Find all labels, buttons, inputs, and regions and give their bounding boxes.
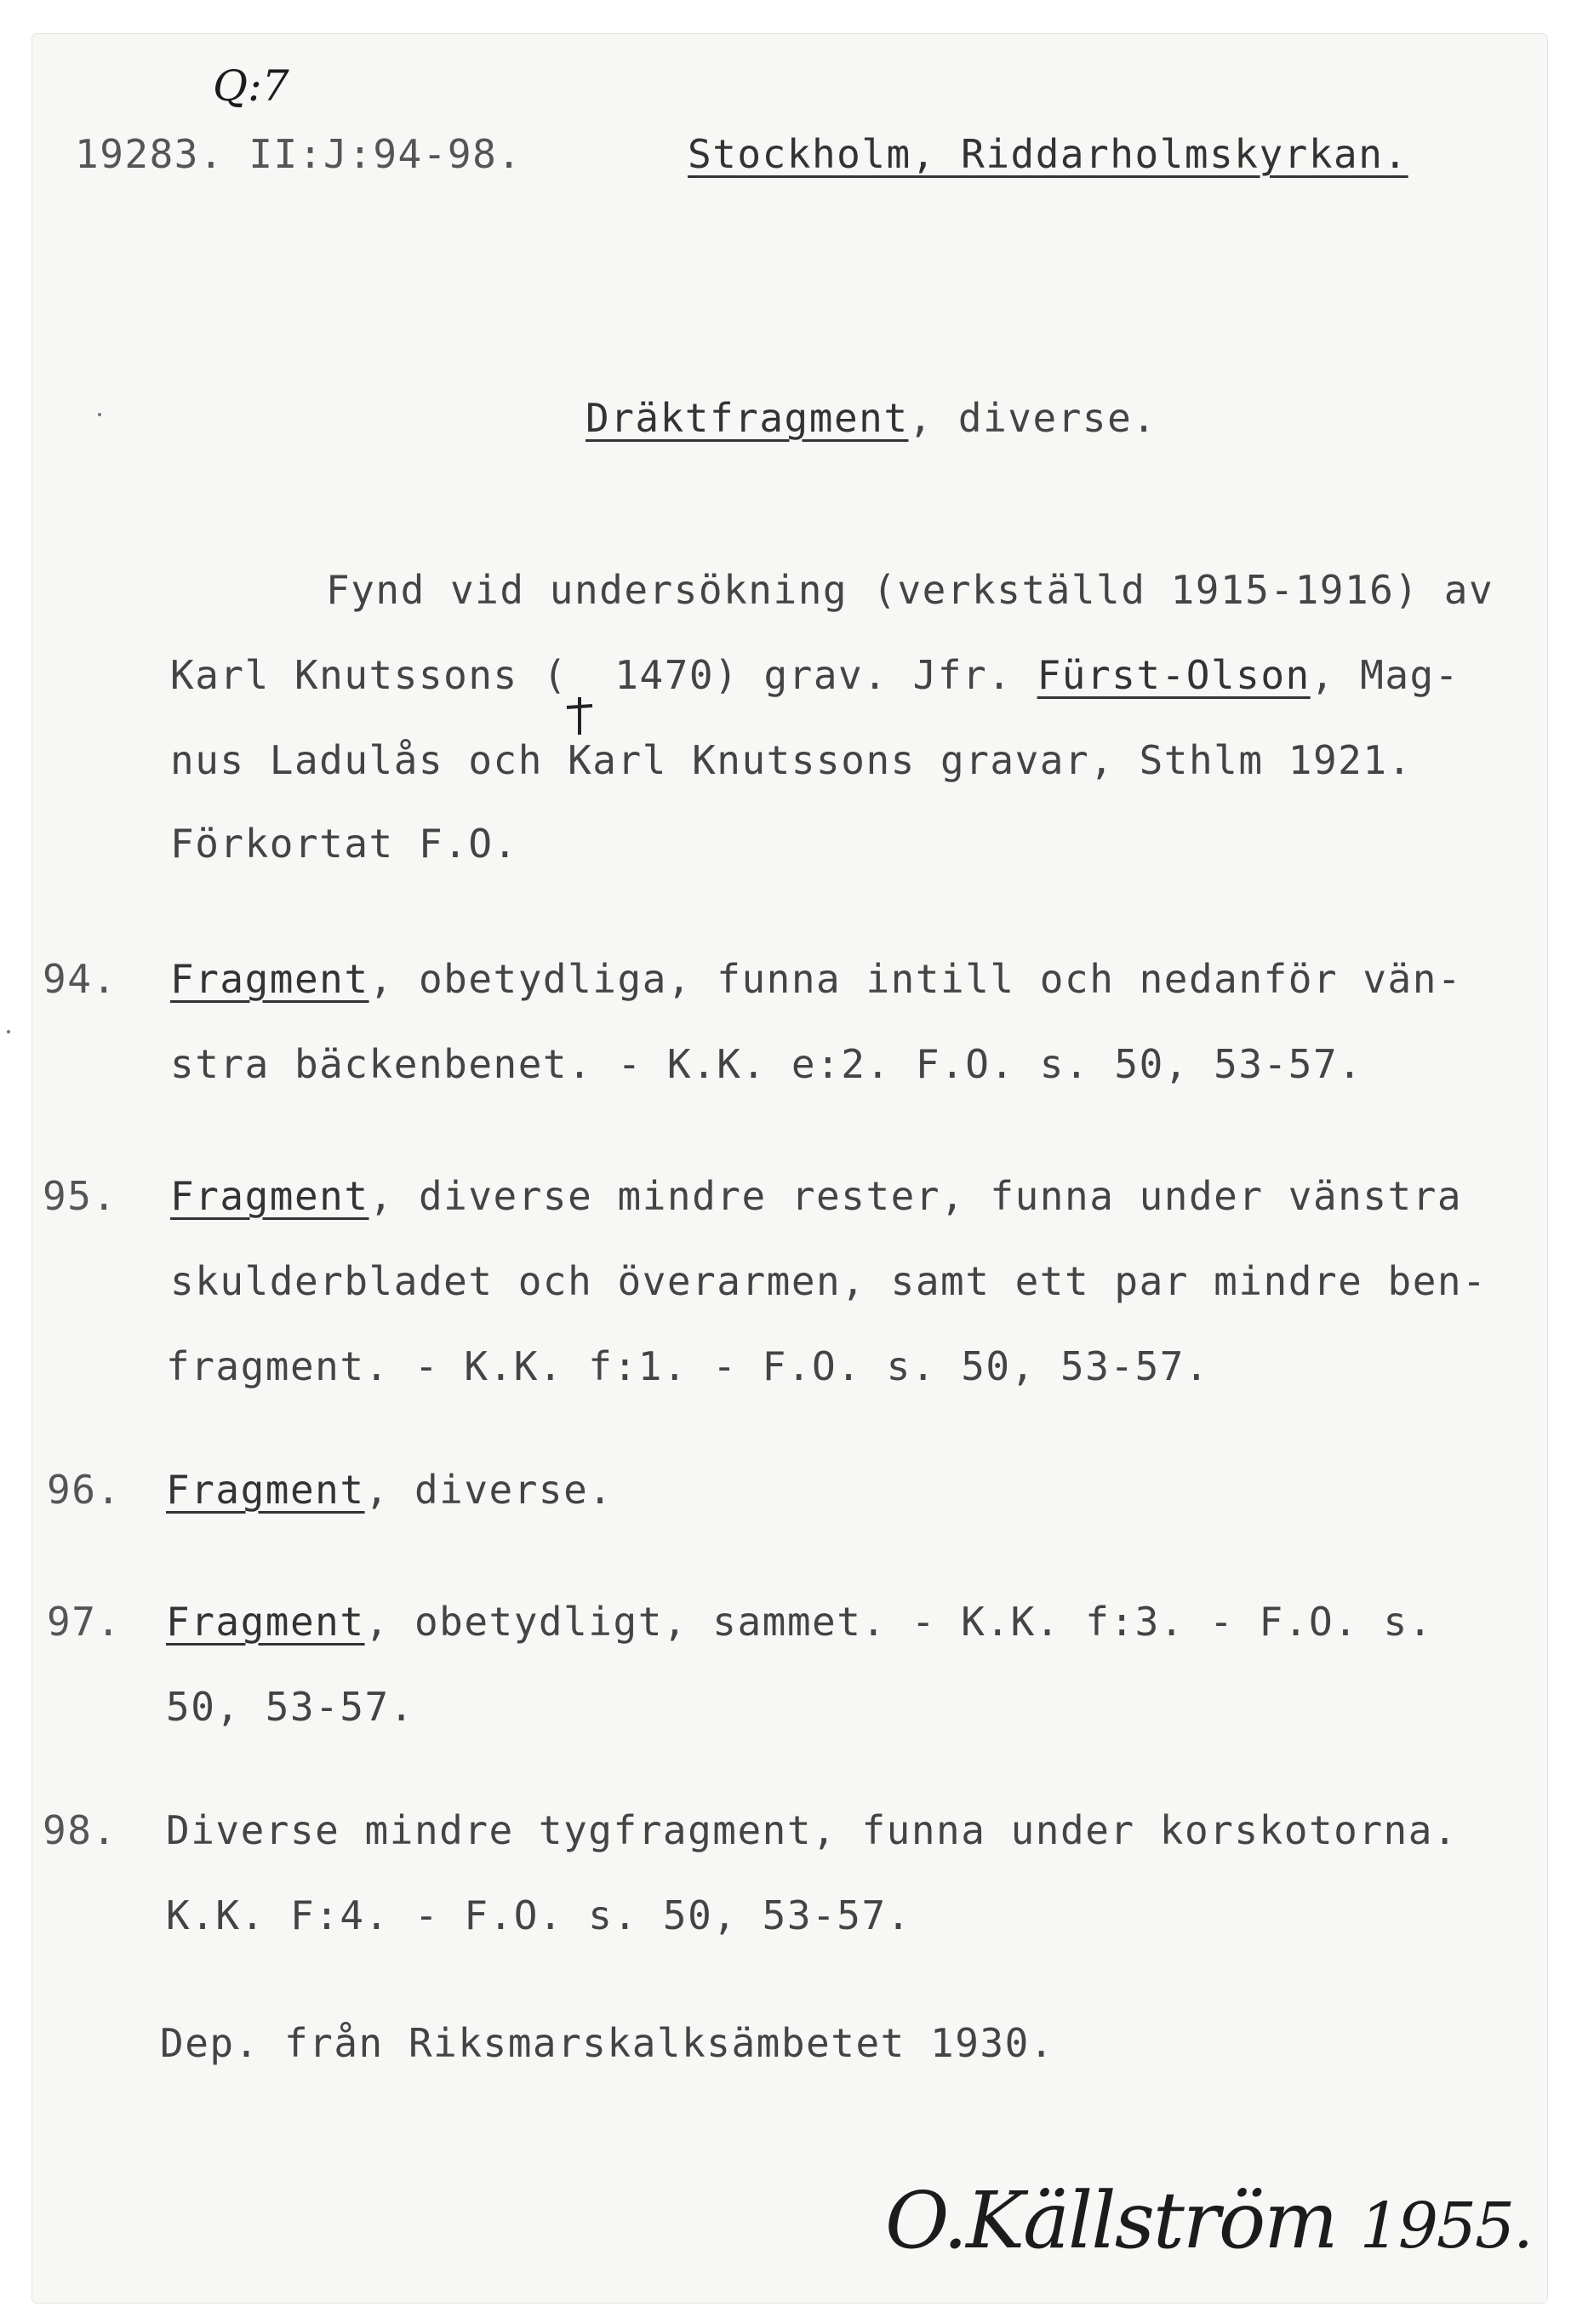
intro-line-2b: 1470) grav. Jfr.	[590, 652, 1037, 698]
catalog-card	[32, 34, 1547, 2303]
entry-line: stra bäckenbenet. - K.K. e:2. F.O. s. 50, 53-57.	[170, 1041, 1363, 1087]
handwritten-signature	[885, 2175, 1532, 2266]
classification-mark: Q:7	[213, 61, 289, 111]
entry-line	[170, 955, 1462, 1003]
entry-line: skulderbladet och överarmen, samt ett par mindre ben-	[170, 1258, 1488, 1304]
intro-line-1: Fynd vid undersökning (verkställd 1915-1916) av	[326, 567, 1494, 613]
ink-speck	[98, 413, 101, 416]
entry-line: Diverse mindre tygfragment, funna under korskotorna.	[166, 1807, 1459, 1853]
entry-text: , obetydligt, sammet. - K.K. f:3. - F.O. s.	[364, 1599, 1433, 1645]
deposit-note: Dep. från Riksmarskalksämbetet 1930.	[160, 2020, 1054, 2066]
entry-term: Fragment	[166, 1467, 365, 1513]
entry-number: 94.	[43, 956, 117, 1002]
entry-text: , diverse.	[364, 1467, 614, 1513]
entry-line: fragment. - K.K. f:1. - F.O. s. 50, 53-57.	[166, 1343, 1210, 1389]
page-title	[586, 394, 1157, 442]
intro-line-2c: , Mag-	[1310, 652, 1460, 698]
location-heading: Stockholm, Riddarholmskyrkan.	[688, 131, 1408, 177]
entry-term: Fragment	[170, 956, 369, 1002]
entry-line	[166, 1466, 614, 1514]
title-underlined: Dräktfragment	[586, 395, 909, 441]
death-cross-icon	[564, 694, 595, 736]
author-reference: Fürst-Olson	[1037, 652, 1311, 698]
intro-line-4: Förkortat F.O.	[170, 821, 518, 867]
entry-line: 50, 53-57.	[166, 1684, 414, 1730]
entry-line	[170, 1172, 1462, 1220]
entry-term: Fragment	[170, 1173, 369, 1219]
intro-line-2	[170, 651, 1460, 699]
entry-number: 98.	[43, 1807, 117, 1853]
ink-speck	[7, 1030, 10, 1033]
intro-line-2a: Karl Knutssons (	[170, 652, 568, 698]
title-rest: , diverse.	[908, 395, 1157, 441]
entry-line: K.K. F:4. - F.O. s. 50, 53-57.	[166, 1892, 911, 1938]
signature-year: 1955.	[1359, 2189, 1532, 2263]
signature-name: O.Källström	[885, 2175, 1337, 2266]
entry-number: 97.	[47, 1599, 122, 1645]
entry-number: 95.	[43, 1173, 117, 1219]
entry-term: Fragment	[166, 1599, 365, 1645]
entry-number: 96.	[47, 1467, 122, 1513]
entry-text: , diverse mindre rester, funna under vänstra	[368, 1173, 1463, 1219]
entry-line	[166, 1598, 1433, 1646]
reference-number: 19283. II:J:94-98.	[75, 131, 523, 177]
entry-text: , obetydliga, funna intill och nedanför vän-	[368, 956, 1463, 1002]
intro-line-3: nus Ladulås och Karl Knutssons gravar, Sthlm 1921.	[170, 737, 1413, 783]
